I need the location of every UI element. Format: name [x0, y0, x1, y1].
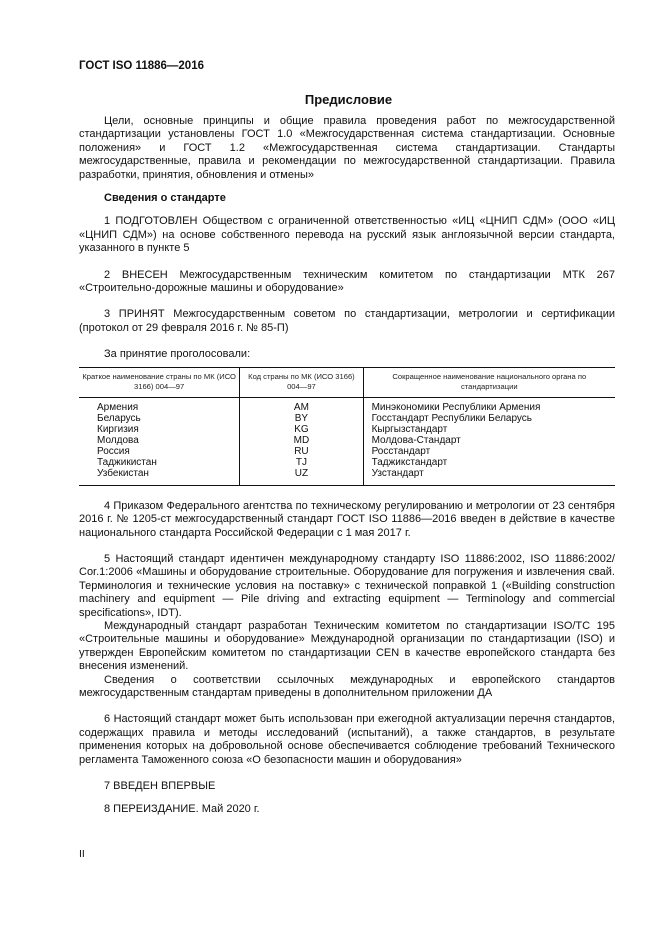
page-number: II [79, 848, 85, 860]
standards-body: Молдова-Стандарт [363, 435, 615, 446]
countries-table [79, 367, 615, 486]
country-name: Россия [97, 445, 130, 457]
document-code: ГОСТ ISO 11886—2016 [79, 60, 204, 72]
col-header-body: Сокращенное наименование национального органа по стандартизации [363, 367, 615, 397]
standards-body: Госстандарт Республики Беларусь [363, 413, 615, 424]
item-5-annex-paragraph: Сведения о соответствии ссылочных международных и европейского стандартов межгосударственным стандартам приведены в дополнительном приложении ДА [79, 673, 615, 699]
country-code: KG [240, 424, 363, 435]
standards-body: Таджикстандарт [363, 457, 615, 468]
item-8-paragraph: 8 ПЕРЕИЗДАНИЕ. Май 2020 г. [104, 803, 260, 816]
item-3-paragraph: 3 ПРИНЯТ Межгосударственным советом по стандартизации, метрологии и сертификации (протокол от 29 февраля 2016 г. № 85-П) [79, 308, 615, 334]
country-code: RU [240, 446, 363, 457]
standards-body: Росстандарт [363, 446, 615, 457]
table-row [79, 468, 615, 486]
item-7-paragraph: 7 ВВЕДЕН ВПЕРВЫЕ [104, 780, 216, 792]
item-2-paragraph: 2 ВНЕСЕН Межгосударственным техническим комитетом по стандартизации МТК 267 «Строительно-дорожные машины и оборудование» [79, 268, 615, 295]
col-header-country: Краткое наименование страны по МК (ИСО 3166) 004—97 [79, 367, 240, 397]
intro-paragraph: Цели, основные принципы и общие правила проведения работ по межгосударственной стандартизации установлены ГОСТ 1.0 «Межгосударственная система стандартизации. Основные положения» и ГОСТ 1.2 «Межгосударственная система стандартизации. Стандарты межгосударственные, правила и рекомендации по межгосударственной стандартизации. Правила разработки, принятия, обновления и отмены» [79, 115, 615, 181]
country-name: Узбекистан [79, 468, 240, 486]
country-name: Армения [97, 401, 139, 413]
table-row [79, 397, 615, 413]
item-1-paragraph: 1 ПОДГОТОВЛЕН Обществом с ограниченной ответственностью «ИЦ «ЦНИП СДМ» (ООО «ИЦ «ЦНИП СДМ») на основе собственного перевода на русский язык англоязычной версии стандарта, указанного в пункте 5 [79, 215, 615, 255]
item-5-paragraph: 5 Настоящий стандарт идентичен международному стандарту ISO 11886:2002, ISO 11886:2002/ Cor.1:2006 «Машины и оборудование строительные. Оборудование для погружения и извлечения свай. Терминология и технические условия на поставку» с технической поправкой 1 («Building construction machinery and equipment — Pile driving and extracting equipment — Terminology and commercial specifications», IDT). [79, 552, 615, 619]
standards-body: Кыргызстандарт [363, 424, 615, 435]
country-code: BY [240, 413, 363, 424]
page-title: Предисловие [304, 92, 393, 107]
item-6-paragraph: 6 Настоящий стандарт может быть использован при ежегодной актуализации перечня стандартов, содержащих правила и методы исследований (испытаний), а также стандартов, в результате применения которых на добровольной основе обеспечивается соблюдение требований Технического регламента Таможенного союза «О безопасности машин и оборудования» [79, 713, 615, 766]
country-code: MD [240, 435, 363, 446]
country-name: Беларусь [97, 412, 141, 424]
item-5-iso-tc-paragraph: Международный стандарт разработан Техническим комитетом по стандартизации ISO/TC 195 «Строительные машины и оборудование» Международной организации по стандартизации (ISO) и утвержден Европейским комитетом по стандартизации CEN в качестве европейского стандарта без внесения изменений. [79, 619, 615, 673]
table-row [79, 457, 615, 468]
table-row [79, 446, 615, 457]
col-header-code: Код страны по МК (ИСО 3166) 004—97 [240, 367, 363, 397]
standards-body: Узстандарт [363, 468, 615, 486]
country-code: AM [240, 397, 363, 413]
foreword-body [79, 115, 615, 817]
country-name: Таджикистан [97, 456, 157, 468]
item-4-paragraph: 4 Приказом Федерального агентства по техническому регулированию и метрологии от 23 сентября 2016 г. № 1205-ст межгосударственный стандарт ГОСТ ISO 11886—2016 введен в действие в качестве национального стандарта Российской Федерации с 1 мая 2017 г. [79, 499, 615, 539]
table-row [79, 413, 615, 424]
country-name: Молдова [97, 434, 139, 446]
country-code: UZ [240, 468, 363, 486]
country-code: TJ [240, 457, 363, 468]
table-header-row [79, 367, 615, 397]
table-row [79, 435, 615, 446]
table-row [79, 424, 615, 435]
standards-body: Минэкономики Республики Армения [363, 397, 615, 413]
info-heading: Сведения о стандарте [104, 192, 226, 205]
country-name: Киргизия [97, 423, 139, 435]
voted-label: За принятие проголосовали: [104, 348, 251, 361]
